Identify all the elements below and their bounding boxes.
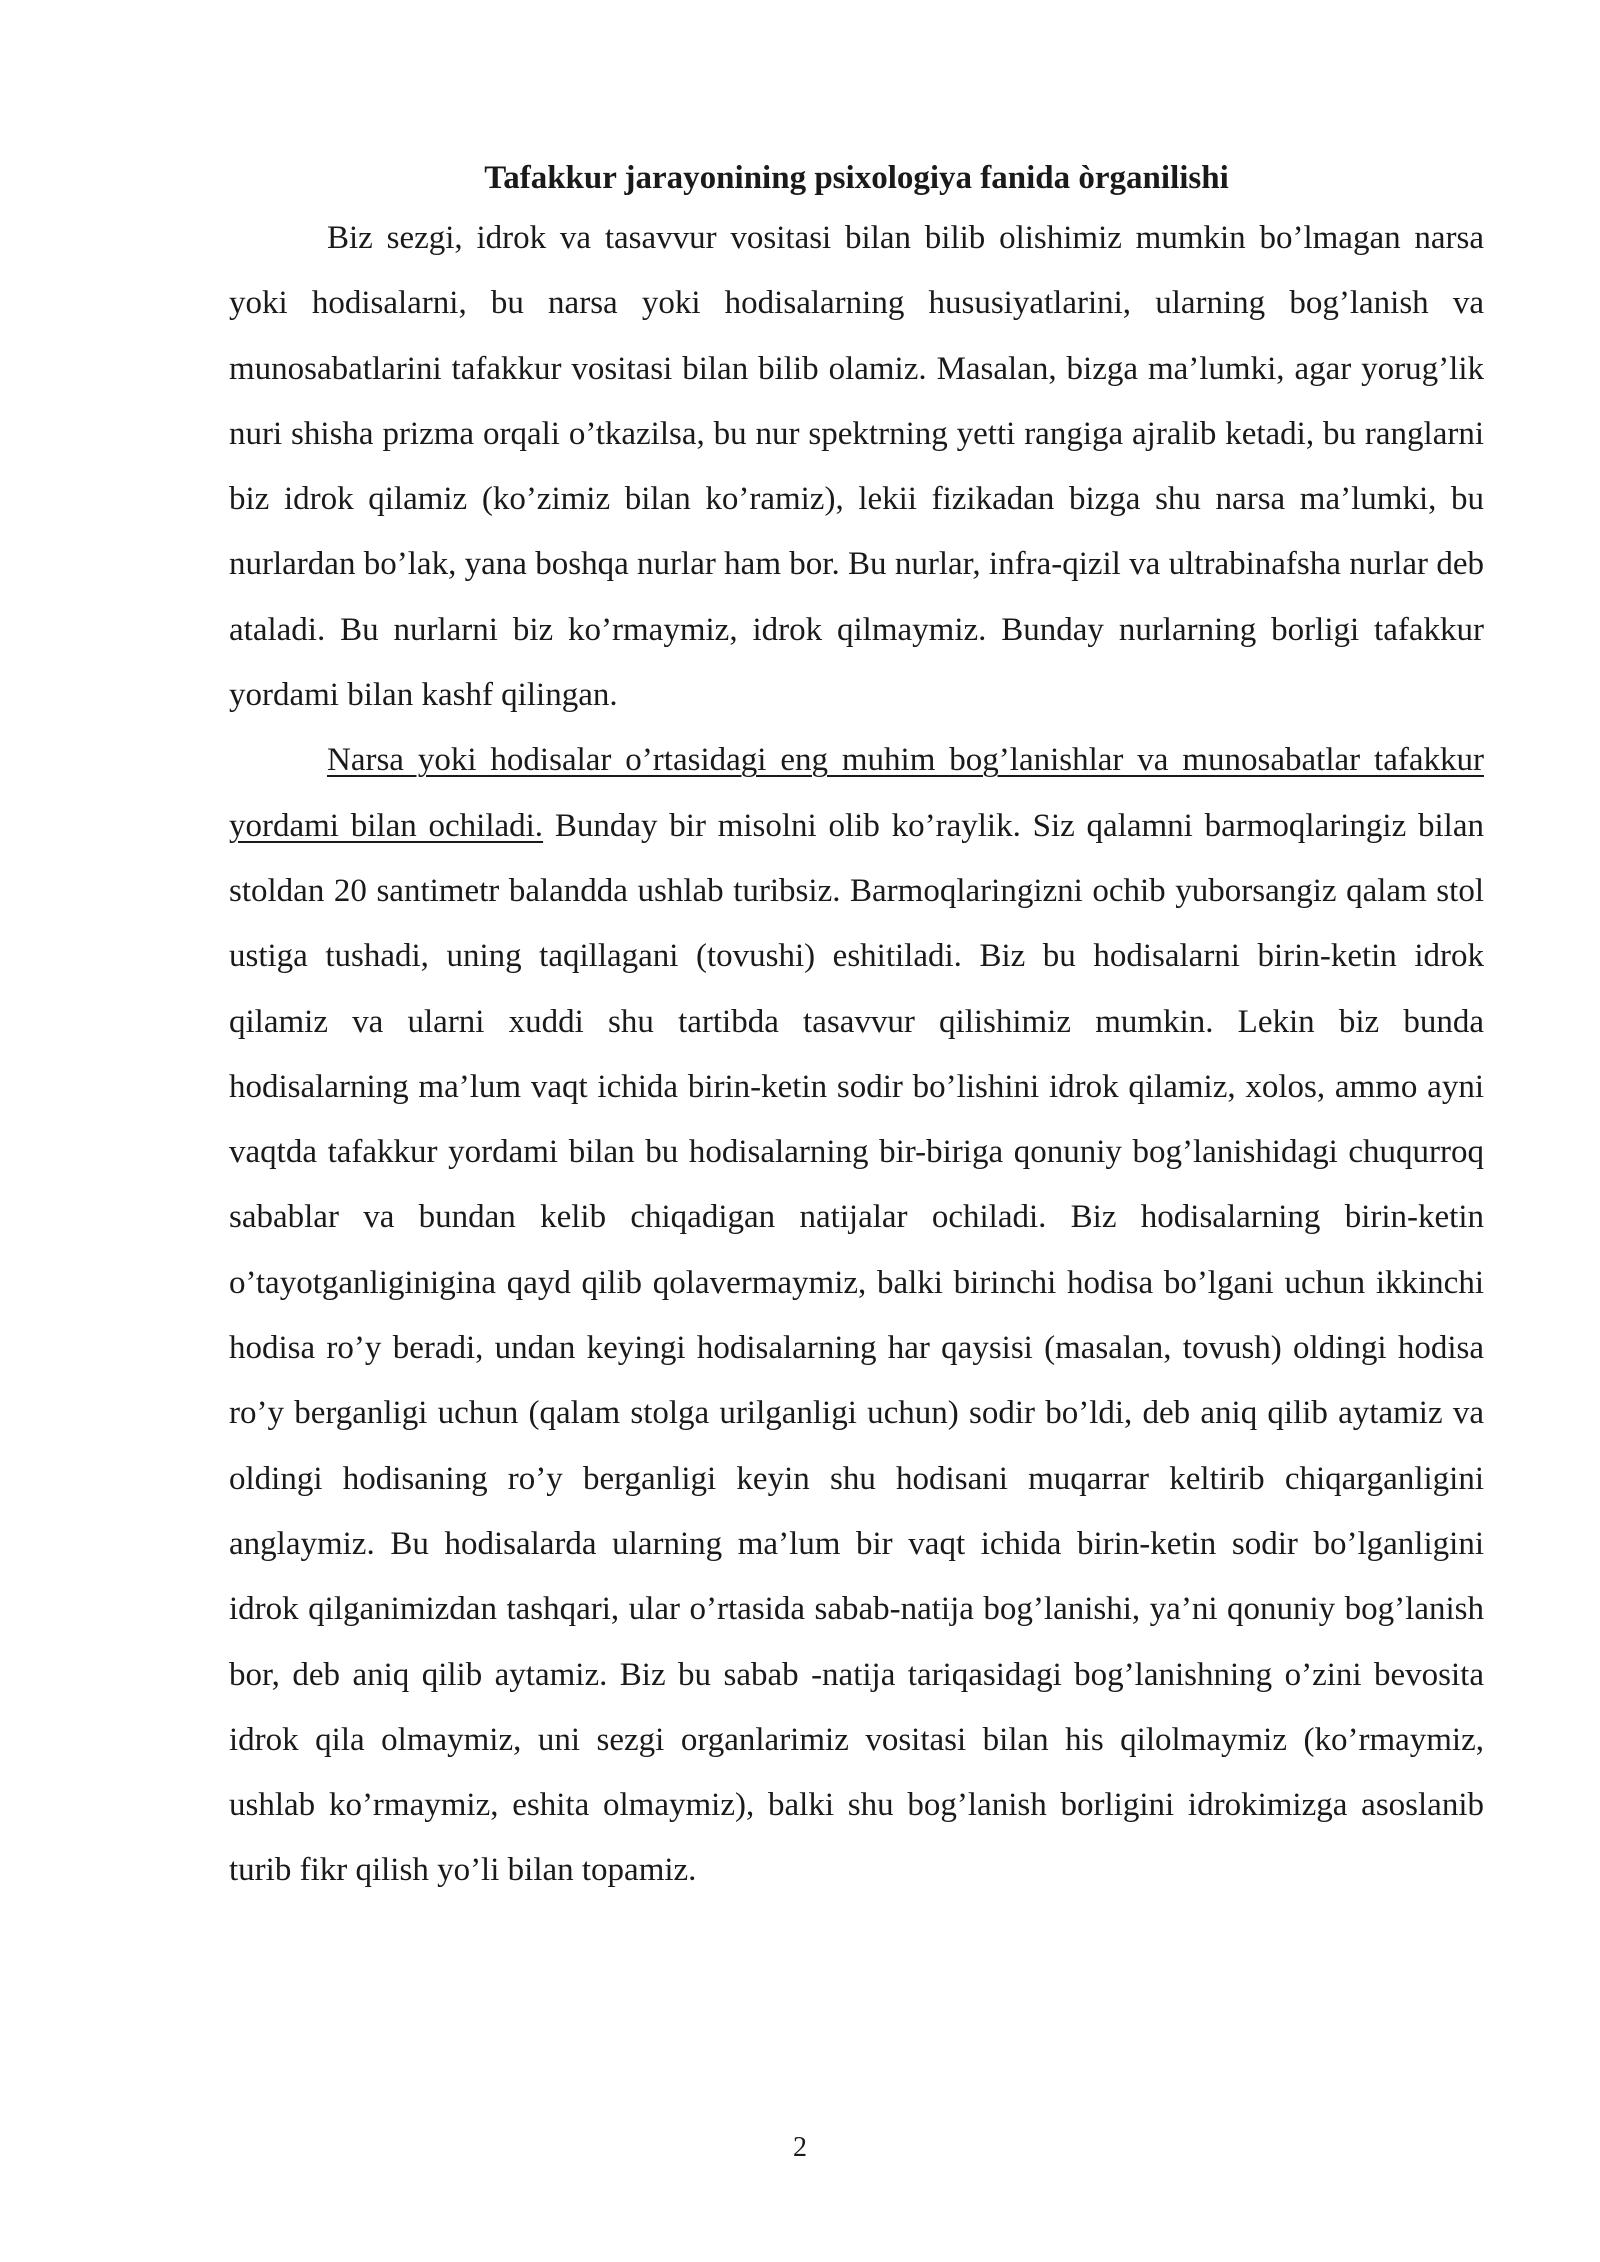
paragraph-1: Biz sezgi, idrok va tasavvur vositasi bilan bilib olishimiz mumkin bo’lmagan narsa yoki hodisalarni, bu narsa yoki hodisalarning hususiyatlarini, ularning bog’lanish va munosabatlarini tafakkur vositasi bilan bilib olamiz. Masalan, bizga ma’lumki, agar yorug’lik nuri shisha prizma orqali o’tkazilsa, bu nur spektrning yetti rangiga ajralib ketadi, bu ranglarni biz idrok qilamiz (ko’zimiz bilan ko’ramiz), lekii fizikadan bizga shu narsa ma’lumki, bu nurlardan bo’lak, yana boshqa nurlar ham bor. Bu nurlar, infra-qizil va ultrabinafsha nurlar deb ataladi. Bu nurlarni biz ko’rmaymiz, idrok qilmaymiz. Bunday nurlarning borligi tafakkur yordami bilan kashf qilingan. xyxy=(229,220,1484,714)
paragraph-2 xyxy=(229,728,1484,1903)
document-title: Tafakkur jarayonining psixologiya fanida òrganilishi xyxy=(484,160,1229,196)
page-content xyxy=(229,150,1484,1904)
paragraph-2-body: Bunday bir misolni olib ko’raylik. Siz qalamni barmoqlaringiz bilan stoldan 20 santimetr balandda ushlab turibsiz. Barmoqlaringizni ochib yuborsangiz qalam stol ustiga tushadi, uning taqillagani (tovushi) eshitiladi. Biz bu hodisalarni birin-ketin idrok qilamiz va ularni xuddi shu tartibda tasavvur qilishimiz mumkin. Lekin biz bunda hodisalarning ma’lum vaqt ichida birin-ketin sodir bo’lishini idrok qilamiz, xolos, ammo ayni vaqtda tafakkur yordami bilan bu hodisalarning bir-biriga qonuniy bog’lanishidagi chuqurroq sabablar va bundan kelib chiqadigan natijalar ochiladi. Biz hodisalarning birin-ketin o’tayotganliginigina qayd qilib qolavermaymiz, balki birinchi hodisa bo’lgani uchun ikkinchi hodisa ro’y beradi, undan keyingi hodisalarning har qaysisi (masalan, tovush) oldingi hodisa ro’y berganligi uchun (qalam stolga urilganligi uchun) sodir bo’ldi, deb aniq qilib aytamiz va oldingi hodisaning ro’y berganligi keyin shu hodisani muqarrar keltirib chiqarganligini anglaymiz. Bu hodisalarda ularning ma’lum bir vaqt ichida birin-ketin sodir bo’lganligini idrok qilganimizdan tashqari, ular o’rtasida sabab-natija bog’lanishi, ya’ni qonuniy bog’lanish bor, deb aniq qilib aytamiz. Biz bu sabab -natija tariqasidagi bog’lanishning o’zini bevosita idrok qila olmaymiz, uni sezgi organlarimiz vositasi bilan his qilolmaymiz (ko’rmaymiz, ushlab ko’rmaymiz, eshita olmaymiz), balki shu bog’lanish borligini idrokimizga asoslanib turib fikr qilish yo’li bilan topamiz. xyxy=(229,807,1484,1889)
page-number: 2 xyxy=(793,2132,807,2163)
underlined-sentence: Narsa yoki hodisalar o’rtasidagi eng muhim bog’lanishlar va munosabatlar tafakkur yordami bilan ochiladi. xyxy=(229,742,1484,844)
